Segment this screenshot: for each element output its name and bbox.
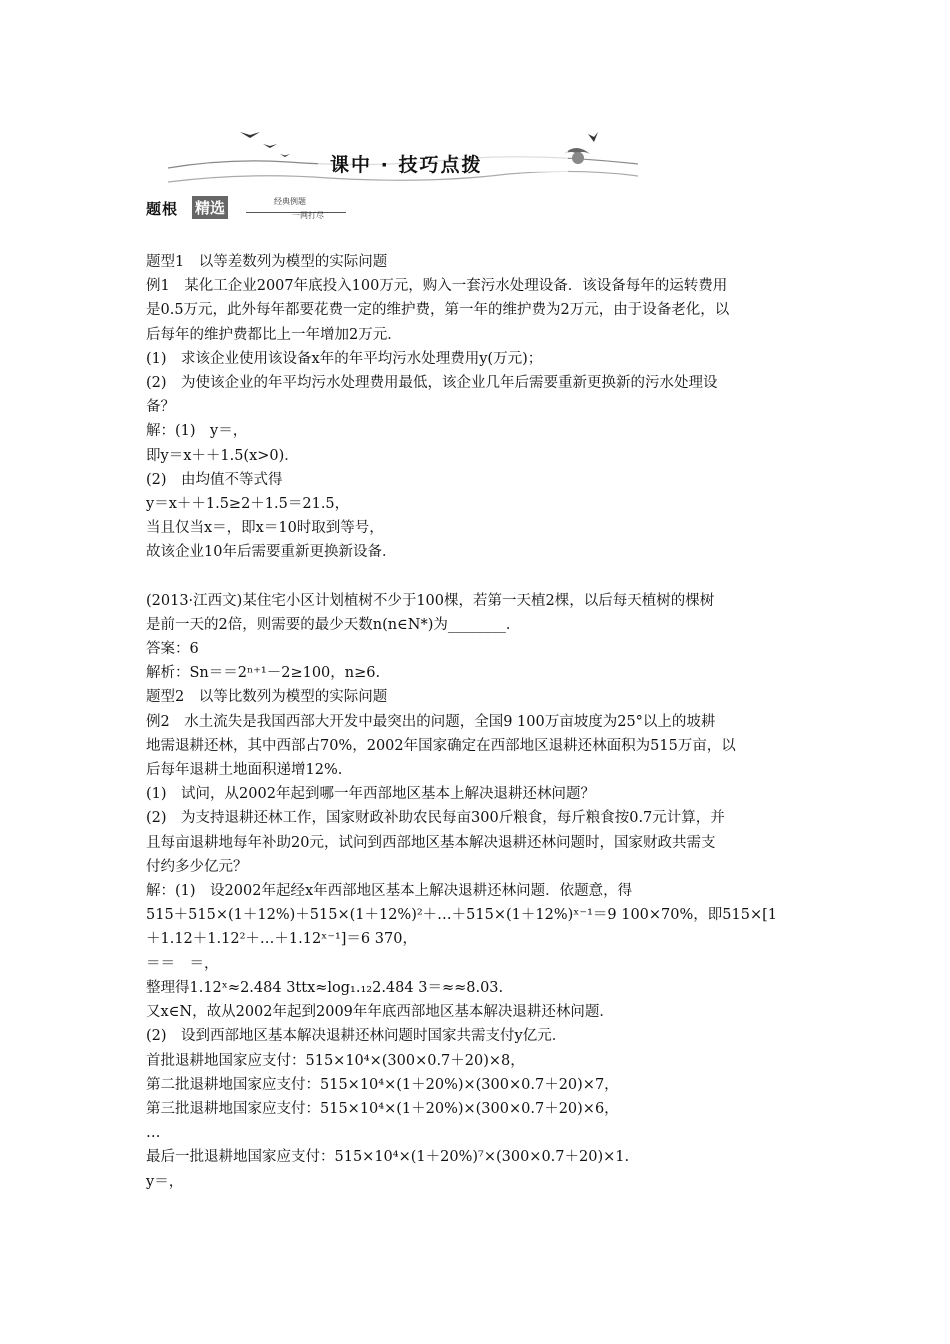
section-tag — [146, 196, 346, 224]
text-line: (1) 试问，从2002年起到哪一年西部地区基本上解决退耕还林问题？ — [146, 786, 595, 803]
tag-sub-label-2: 一网打尽 — [292, 211, 324, 220]
text-line: 第二批退耕地国家应支付：515×10⁴×(1＋20%)×(300×0.7＋20)×7， — [146, 1076, 619, 1093]
tag-label-main: 题根 — [146, 200, 179, 218]
text-line: 第三批退耕地国家应支付：515×10⁴×(1＋20%)×(300×0.7＋20)×6， — [146, 1100, 619, 1117]
text-line: 解析：Sn＝＝2ⁿ⁺¹－2≥100，n≥6. — [146, 665, 381, 682]
text-line: 且每亩退耕地每年补助20元，试问到西部地区基本解决退耕还林问题时，国家财政共需支 — [146, 834, 716, 851]
text-line: 515＋515×(1＋12%)＋515×(1＋12%)²＋…＋515×(1＋12%)ˣ⁻¹＝9 100×70%，即515×[1 — [146, 907, 777, 924]
tag-sub-label-1: 经典例题 — [274, 197, 306, 206]
text-line: (2) 为使该企业的年平均污水处理费用最低，该企业几年后需要重新更换新的污水处理设 — [146, 375, 718, 392]
text-line: ＝＝ ＝， — [146, 955, 219, 972]
document-body — [146, 250, 816, 1194]
text-line: y＝x＋＋1.5≥2＋1.5＝21.5， — [146, 496, 350, 513]
text-line: 即y＝x＋＋1.5(x>0)． — [146, 447, 299, 464]
text-line: 整理得1.12ˣ≈2.484 3ttx≈log₁.₁₂2.484 3＝≈≈8.03. — [146, 979, 504, 996]
text-line: (2) 由均值不等式得 — [146, 471, 283, 488]
tag-label-highlight: 精选 — [192, 196, 228, 219]
text-line: (2) 为支持退耕还林工作，国家财政补助农民每亩300斤粮食，每斤粮食按0.7元计算，并 — [146, 810, 725, 827]
text-line: 后每年退耕土地面积递增12%. — [146, 762, 343, 779]
text-line: 首批退耕地国家应支付：515×10⁴×(300×0.7＋20)×8， — [146, 1052, 525, 1069]
text-line: 解：(1) 设2002年起经x年西部地区基本上解决退耕还林问题．依题意，得 — [146, 883, 633, 900]
text-line: 解：(1) y＝， — [146, 423, 248, 440]
paragraph-gap — [146, 565, 816, 589]
text-line: 当且仅当x＝，即x＝10时取到等号， — [146, 520, 384, 537]
text-line: 故该企业10年后需要重新更换新设备． — [146, 544, 397, 561]
text-line: 题型1 以等差数列为模型的实际问题 — [146, 254, 388, 270]
text-line: 题型2 以等比数列为模型的实际问题 — [146, 689, 388, 706]
text-line: y＝， — [146, 1173, 184, 1190]
text-line: 地需退耕还林，其中西部占70%，2002年国家确定在西部地区退耕还林面积为515万亩，以 — [146, 737, 736, 754]
text-line: 付约多少亿元？ — [146, 858, 248, 875]
text-line: 是0.5万元，此外每年都要花费一定的维护费，第一年的维护费为2万元，由于设备老化，以 — [146, 302, 730, 319]
text-line: 备？ — [146, 399, 175, 416]
text-line: (1) 求该企业使用该设备x年的年平均污水处理费用y(万元)； — [146, 350, 543, 367]
text-line: ＋1.12＋1.12²＋…＋1.12ˣ⁻¹]＝6 370， — [146, 931, 417, 948]
text-line: 例1 某化工企业2007年底投入100万元，购入一套污水处理设备．该设备每年的运转费用 — [146, 278, 728, 295]
text-line: 最后一批退耕地国家应支付：515×10⁴×(1＋20%)⁷×(300×0.7＋20)×1. — [146, 1149, 630, 1166]
text-line: 答案：6 — [146, 641, 199, 658]
text-line: (2013·江西文)某住宅小区计划植树不少于100棵，若第一天植2棵，以后每天植树的棵树 — [146, 592, 715, 609]
text-line: (2) 设到西部地区基本解决退耕还林问题时国家共需支付y亿元． — [146, 1028, 567, 1045]
text-line: 后每年的维护费都比上一年增加2万元． — [146, 326, 402, 343]
text-line: 例2 水土流失是我国西部大开发中最突出的问题，全国9 100万亩坡度为25°以上的坡耕 — [146, 713, 716, 730]
text-line: 又x∈N，故从2002年起到2009年年底西部地区基本解决退耕还林问题． — [146, 1004, 614, 1021]
text-line: 是前一天的2倍，则需要的最少天数n(n∈N*)为________． — [146, 616, 521, 633]
banner-title: 课中 · 技巧点拨 — [330, 154, 483, 176]
text-line: … — [146, 1125, 161, 1142]
